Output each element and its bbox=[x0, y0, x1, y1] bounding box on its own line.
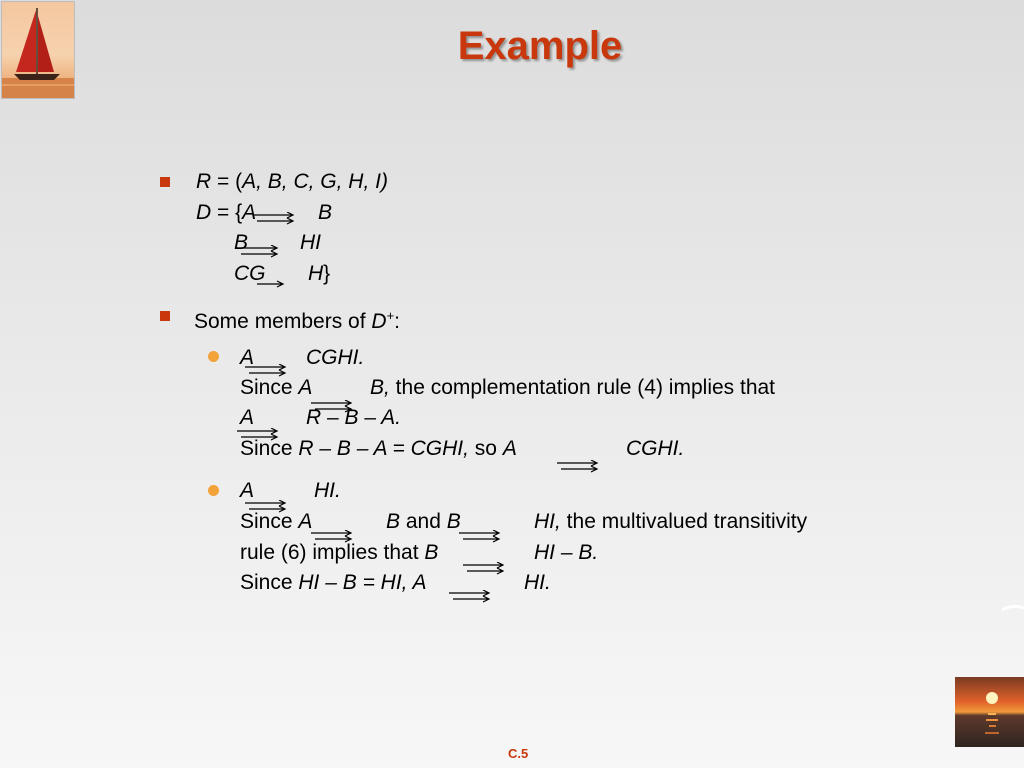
rule-line bbox=[240, 541, 438, 565]
dependency-lhs: A bbox=[298, 376, 313, 399]
bullet-dot bbox=[208, 351, 219, 362]
dependency-lhs: B bbox=[446, 510, 461, 533]
expression: HI – B = HI, bbox=[298, 571, 408, 594]
multivalued-arrow-icon bbox=[252, 212, 296, 226]
dependency-lhs: A bbox=[502, 437, 517, 460]
dependency-lhs: A bbox=[242, 201, 257, 224]
dependency-lhs: A bbox=[407, 571, 427, 594]
equals-brace: = { bbox=[211, 201, 243, 224]
dependency-rhs: CGHI. bbox=[626, 437, 685, 460]
dependency-rhs: H bbox=[308, 262, 324, 285]
members-line bbox=[194, 304, 400, 334]
bullet-dot bbox=[208, 485, 219, 496]
dependency-rhs: CGHI. bbox=[306, 346, 365, 369]
multivalued-arrow-icon bbox=[458, 530, 502, 544]
since-text: Since bbox=[240, 437, 299, 460]
dependency-lhs: B bbox=[234, 231, 249, 254]
sunset-thumbnail bbox=[955, 677, 1024, 747]
decorative-curve bbox=[1000, 600, 1024, 620]
since-line-rest bbox=[534, 510, 807, 534]
since-text: Since bbox=[240, 376, 299, 399]
dependency-rhs: HI, bbox=[534, 510, 561, 533]
dependency-rhs: B bbox=[318, 201, 333, 224]
dependency-rhs: HI bbox=[300, 231, 321, 254]
dependency-lhs: A bbox=[240, 479, 255, 502]
dependency-rhs: B, bbox=[370, 376, 390, 399]
equals-paren: = ( bbox=[211, 170, 243, 193]
multivalued-arrow-icon bbox=[236, 245, 280, 259]
closure-plus: + bbox=[386, 308, 395, 323]
bullet-square bbox=[160, 311, 170, 321]
dependency-rhs: HI. bbox=[524, 571, 551, 594]
since-line bbox=[240, 376, 312, 400]
dependency-set-name: D bbox=[196, 201, 212, 224]
colon: : bbox=[394, 310, 401, 333]
attribute-list: A, B, C, G, H, I) bbox=[242, 170, 388, 193]
since-line-mid bbox=[386, 510, 461, 534]
multivalued-arrow-icon bbox=[556, 460, 600, 474]
dependency-lhs: A bbox=[240, 406, 255, 429]
since-line bbox=[240, 510, 312, 534]
rule-text: the complementation rule (4) implies that bbox=[389, 376, 776, 399]
since-line bbox=[240, 437, 517, 461]
dependency-rhs: HI – B. bbox=[534, 541, 599, 564]
relation-line bbox=[196, 170, 388, 194]
expression: R – B – A = CGHI, bbox=[298, 437, 469, 460]
close-brace: } bbox=[323, 262, 331, 285]
since-text: Since bbox=[240, 510, 299, 533]
dependency-lhs: A bbox=[298, 510, 313, 533]
relation-name: R bbox=[196, 170, 212, 193]
dependency-lhs: B bbox=[424, 541, 439, 564]
since-line-rest bbox=[370, 376, 775, 400]
slide-title: Example bbox=[457, 24, 623, 68]
dependency-set-line bbox=[196, 201, 256, 225]
dependency-rhs: HI. bbox=[314, 479, 341, 502]
so-text: so bbox=[468, 437, 503, 460]
and-text: and bbox=[400, 510, 447, 533]
dependency-set-name: D bbox=[371, 310, 387, 333]
members-text: Some members of bbox=[194, 310, 372, 333]
bullet-square bbox=[160, 177, 170, 187]
arrow-icon bbox=[256, 278, 300, 292]
dependency-rhs: B bbox=[386, 510, 401, 533]
dependency-lhs: A bbox=[240, 346, 255, 369]
slide-number: C.5 bbox=[508, 746, 529, 761]
multivalued-arrow-icon bbox=[448, 590, 492, 604]
since-line bbox=[240, 571, 427, 595]
since-text: Since bbox=[240, 571, 299, 594]
rule-text: rule (6) implies that bbox=[240, 541, 425, 564]
dependency-rhs: R – B – A. bbox=[306, 406, 401, 429]
multivalued-arrow-icon bbox=[462, 562, 506, 576]
rule-text: the multivalued transitivity bbox=[560, 510, 808, 533]
dependency-lhs: CG bbox=[234, 262, 266, 285]
dependency-rhs-line bbox=[308, 262, 330, 286]
